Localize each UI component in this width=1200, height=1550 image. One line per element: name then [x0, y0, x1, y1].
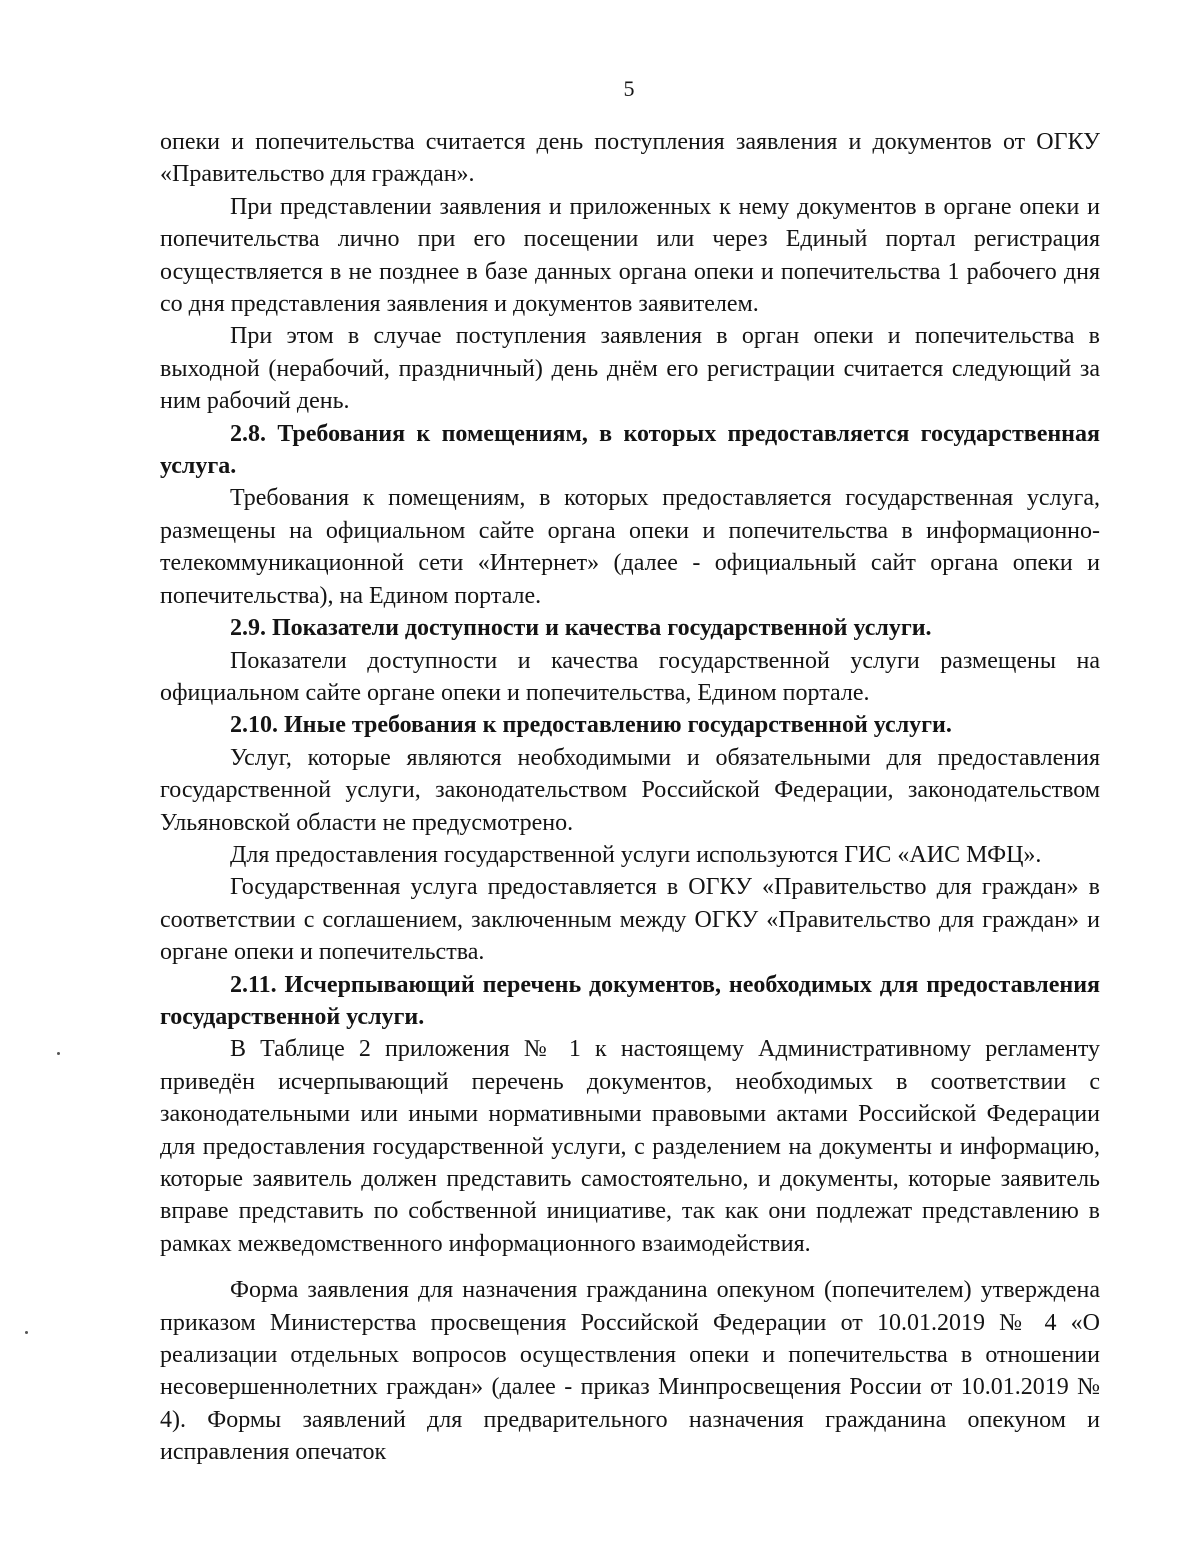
paragraph-premises-requirements: Требования к помещениям, в которых предоставляется государственная услуга, размещены на официальном сайте органа опеки и попечительства в информационно-телекоммуникационной сети «Интернет» (далее - официальный сайт органа опеки и попечительства), на Едином портале. [160, 485, 1100, 609]
paragraph-accessibility-indicators: Показатели доступности и качества государственной услуги размещены на официальном сайте органе опеки и попечительства, Едином портале. [160, 647, 1100, 706]
paragraph-documents-list: В Таблице 2 приложения № 1 к настоящему Административному регламенту приведён исчерпывающий перечень документов, необходимых в соответствии с законодательными или иными нормативными правовыми актами Российской Федерации для предоставления государственной услуги, с разделением на документы и информацию, которые заявитель должен представить самостоятельно, и документы, которые заявитель вправе представить по собственной инициативе, так как они подлежат представлению в рамках межведомственного информационного взаимодействия. [160, 1036, 1100, 1257]
heading-2-8: 2.8. Требования к помещениям, в которых предоставляется государственная услуга. [160, 420, 1100, 480]
paragraph-continuation: опеки и попечительства считается день поступления заявления и документов от ОГКУ «Правительство для граждан». [160, 129, 1100, 188]
paragraph-application-form: Форма заявления для назначения гражданина опекуном (попечителем) утверждена приказом Министерства просвещения Российской Федерации от 10.01.2019 № 4 «О реализации отдельных вопросов осуществления опеки и попечительства в отношении несовершеннолетних граждан» (далее - приказ Минпросвещения России от 10.01.2019 № 4). Формы заявлений для предварительного назначения гражданина опекуном и исправления опечаток [160, 1277, 1100, 1466]
heading-2-10: 2.10. Иные требования к предоставлению государственной услуги. [230, 712, 952, 739]
paragraph-mandatory-services: Услуг, которые являются необходимыми и обязательными для предоставления государственной услуги, законодательством Российской Федерации, законодательством Ульяновской области не предусмотрено. [160, 744, 1100, 836]
document-body [160, 126, 1100, 1469]
heading-2-9: 2.9. Показатели доступности и качества государственной услуги. [230, 615, 932, 642]
scan-artifact-dot [25, 1331, 28, 1334]
page-number: 5 [623, 76, 635, 101]
paragraph-gis-system: Для предоставления государственной услуги используются ГИС «АИС МФЦ». [230, 841, 1042, 868]
paragraph-service-provision: Государственная услуга предоставляется в ОГКУ «Правительство для граждан» в соответствии с соглашением, заключенным между ОГКУ «Правительство для граждан» и органе опеки и попечительства. [160, 874, 1100, 966]
heading-2-11: 2.11. Исчерпывающий перечень документов, необходимых для предоставления государственной услуги. [160, 971, 1100, 1030]
paragraph-holiday-registration: При этом в случае поступления заявления в орган опеки и попечительства в выходной (нерабочий, праздничный) день днём его регистрации считается следующий за ним рабочий день. [160, 323, 1100, 415]
paragraph-registration: При представлении заявления и приложенных к нему документов в органе опеки и попечительства лично при его посещении или через Единый портал регистрация осуществляется в не позднее в базе данных органа опеки и попечительства 1 рабочего дня со дня представления заявления и документов заявителем. [160, 193, 1100, 318]
scan-artifact-dot [57, 1052, 60, 1055]
